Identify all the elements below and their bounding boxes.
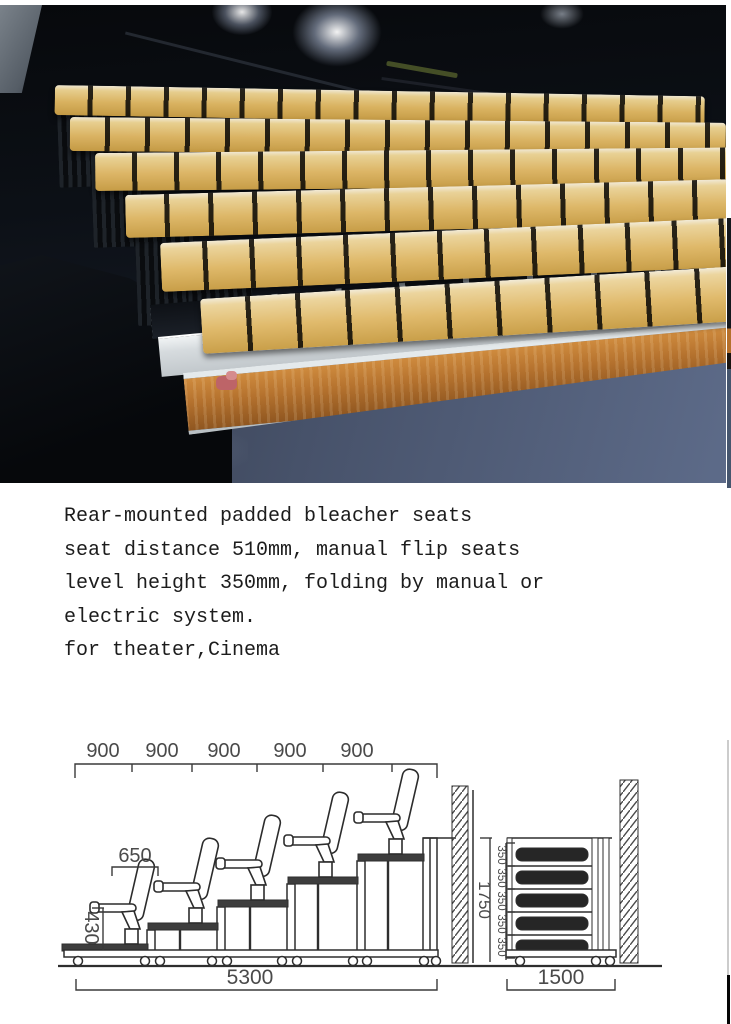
description-line: level height 350mm, folding by manual or	[64, 572, 545, 596]
description-line: seat distance 510mm, manual flip seats	[64, 538, 521, 562]
dim-level-height-2: 350	[495, 868, 507, 888]
description-line: electric system.	[64, 605, 257, 629]
dim-folded-length: 1500	[537, 966, 585, 989]
wall-panel	[0, 5, 42, 93]
dim-row-spacing-3: 900	[207, 740, 241, 762]
shoes-on-platform	[216, 376, 237, 390]
dim-deployed-length: 5300	[226, 966, 274, 989]
dimension-diagram	[0, 714, 731, 1024]
ceiling-light-glow	[292, 5, 382, 67]
dim-seat-width: 650	[118, 845, 152, 867]
product-photo[interactable]	[0, 5, 726, 483]
dim-row-spacing-4: 900	[273, 740, 307, 762]
dim-level-height-5: 350	[495, 937, 507, 957]
ceiling-beam-highlight	[386, 61, 458, 78]
dim-row-spacing-1: 900	[86, 740, 120, 762]
ceiling-light-glow	[212, 5, 272, 35]
dim-first-level-height: 430	[80, 911, 102, 945]
dim-level-height-4: 350	[495, 914, 507, 934]
folded-stack-view	[452, 780, 638, 966]
dim-row-spacing-2: 900	[145, 740, 179, 762]
description-line: Rear-mounted padded bleacher seats	[64, 505, 473, 528]
next-image-sliver	[727, 218, 731, 488]
ceiling-light-glow	[540, 5, 584, 29]
product-description	[64, 500, 664, 668]
description-line: for theater,Cinema	[64, 639, 281, 663]
dim-level-height-3: 350	[495, 891, 507, 911]
dim-row-spacing-5: 900	[340, 740, 374, 762]
dim-folded-height: 1750	[475, 881, 494, 919]
dim-level-height-1: 350	[495, 845, 507, 865]
